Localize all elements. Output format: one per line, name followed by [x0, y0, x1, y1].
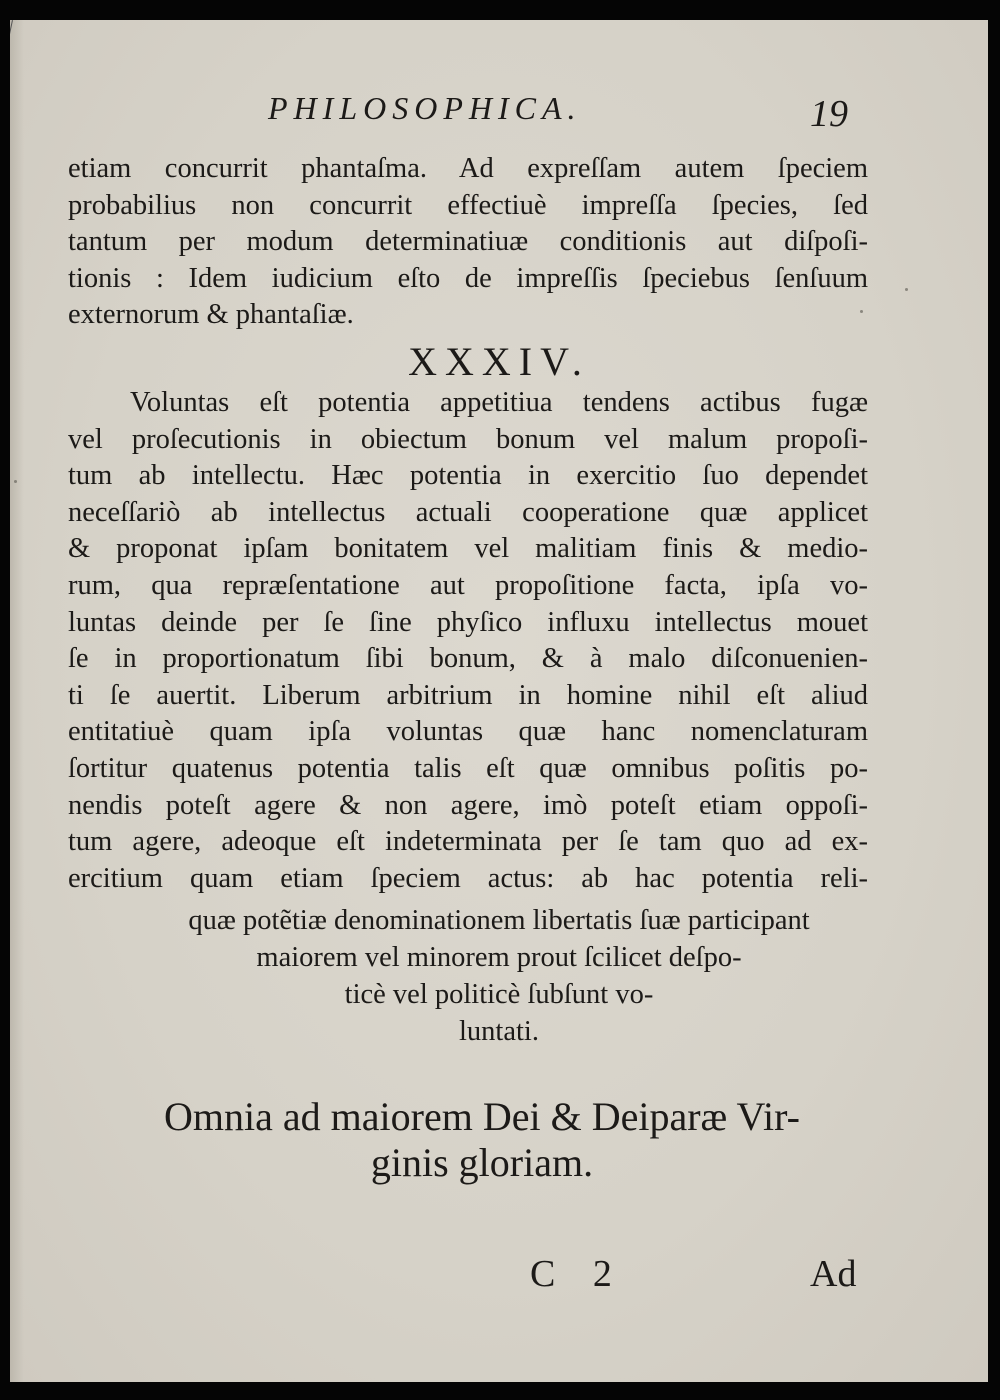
text-line: tum agere, adeoque eſt indeterminata per ſe tam quo ad ex- — [68, 826, 868, 858]
doxology-line: Omnia ad maiorem Dei & Deiparæ Vir- — [164, 1094, 800, 1139]
text-line: vel proſecutionis in obiectum bonum vel malum propoſi- — [68, 423, 868, 455]
text-line: tum ab intellectu. Hæc potentia in exercitio ſuo dependet — [68, 460, 868, 492]
top-paragraph — [68, 151, 868, 334]
text-line: nendis poteſt agere & non agere, imò poteſt etiam oppoſi- — [68, 789, 868, 821]
tail-line: luntati. — [459, 1016, 539, 1047]
ink-speck — [860, 310, 863, 313]
text-line: probabilius non concurrit effectiuè impreſſa ſpecies, ſed — [68, 189, 868, 221]
text-line: entitatiuè quam ipſa voluntas quæ hanc nomenclaturam — [68, 716, 868, 748]
signature-mark: C 2 — [530, 1253, 626, 1295]
text-line: externorum & phantaſiæ. — [68, 299, 354, 331]
tail-line: quæ potẽtiæ denominationem libertatis ſuæ participant — [188, 905, 810, 936]
text-line: & proponat ipſam bonitatem vel malitiam finis & medio- — [68, 533, 868, 565]
text-line: etiam concurrit phantaſma. Ad expreſſam autem ſpeciem — [68, 153, 868, 184]
ink-speck — [14, 480, 17, 483]
text-line: ſe in proportionatum ſibi bonum, & à malo diſconuenien- — [68, 643, 868, 675]
catchword: Ad — [810, 1253, 857, 1295]
ink-speck — [905, 288, 908, 291]
text-line: tantum per modum determinatiuæ conditionis aut diſpoſi- — [68, 226, 868, 258]
doxology-line: ginis gloriam. — [370, 1140, 594, 1185]
tail-line: ticè vel politicè ſubſunt vo- — [344, 979, 654, 1010]
text-line: ti ſe auertit. Liberum arbitrium in homine nihil eſt aliud — [68, 679, 868, 711]
text-line: ſortitur quatenus potentia talis eſt quæ omnibus poſitis po- — [68, 752, 868, 784]
text-line: neceſſariò ab intellectus actuali cooperatione quæ applicet — [68, 496, 868, 528]
text-line: luntas deinde per ſe ſine phyſico influxu intellectus mouet — [68, 606, 868, 638]
running-head: PHILOSOPHICA. — [268, 90, 582, 126]
text-line: ercitium quam etiam ſpeciem actus: ab hac potentia reli- — [68, 862, 868, 894]
text-line: rum, qua repræſentatione aut propoſitione facta, ipſa vo- — [68, 569, 868, 601]
text-line: Voluntas eſt potentia appetitiua tendens actibus fugæ — [130, 387, 868, 418]
tail-line: maiorem vel minorem prout ſcilicet deſpo- — [256, 942, 742, 973]
book-page — [10, 20, 988, 1382]
main-paragraph — [68, 385, 868, 897]
section-number: XXXIV. — [408, 339, 590, 384]
page-edge-mark — [10, 20, 13, 108]
page-number: 19 — [810, 93, 848, 135]
text-line: tionis : Idem iudicium eſto de impreſſis ſpeciebus ſenſuum — [68, 262, 868, 294]
